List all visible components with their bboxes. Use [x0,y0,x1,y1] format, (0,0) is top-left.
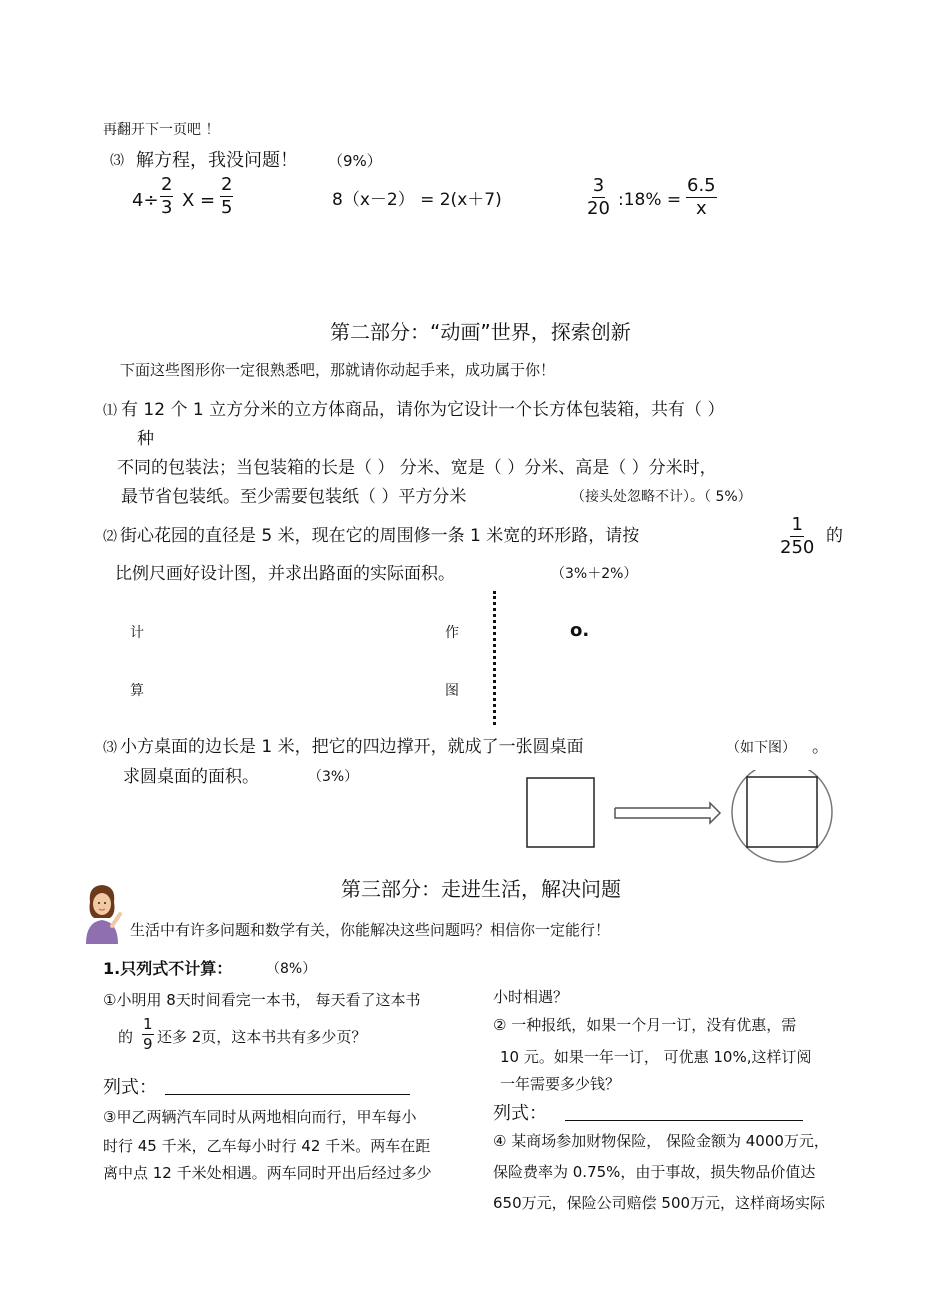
q2-score: （3%＋2%） [551,566,638,582]
fraction-numerator: 1 [143,1015,153,1033]
equation-3-rhs-fraction [686,177,717,218]
equation-1-rhs-fraction [220,176,233,217]
problem-1-fraction [142,1017,154,1052]
formula-label-right: 列式： [493,1103,547,1124]
q3-end: 。 [812,737,829,757]
question-number: ⑴ [103,403,117,419]
label-suan: 算 [130,683,144,699]
part2-intro: 下面这些图形你一定很熟悉吧，那就请你动起手来，成功属于你！ [120,361,556,379]
question-number: ⑵ [103,529,117,545]
q3-score: （3%） [308,769,359,785]
question-number: ⑶ [103,740,117,756]
label-ji: 计 [130,625,144,641]
q1-note: （接头处忽略不计）。（ 5%） [571,489,752,505]
solve-heading: 解方程，我没问题！ [136,150,298,171]
problem-3-line3: 离中点 12 千米处相遇。两车同时开出后经过多少 [103,1164,432,1182]
formula-label-left: 列式： [103,1077,157,1098]
equation-2: 8（x－2） = 2(x＋7) [332,190,502,210]
fraction-denominator: 9 [143,1035,153,1053]
fraction-denominator: 250 [780,537,815,558]
problem-1-de: 的 [118,1028,134,1046]
problem-3-line1: ③甲乙两辆汽车同时从两地相向而行，甲车每小 [103,1108,417,1126]
equation-1-prefix: 4÷ [132,190,159,211]
q3-ref: （如下图） [726,740,796,756]
q1-line1: 有 12 个 1 立方分米的立方体商品，请你为它设计一个长方体包装箱，共有（ ） [121,400,725,420]
label-tu: 图 [445,683,459,699]
fraction-numerator: 2 [161,174,173,195]
fraction-denominator: x [695,198,707,219]
answer-line-left[interactable] [165,1094,410,1095]
fraction-numerator: 2 [221,174,233,195]
problem-4-line2: 保险费率为 0.75%，由于事故，损失物品价值达 [493,1163,816,1181]
q1-line1b: 种 [137,429,154,449]
problem-2-line1: ② 一种报纸，如果一个月一订，没有优惠，需 [493,1016,797,1034]
problem-1-tail: 还多 2页，这本书共有多少页？ [157,1028,367,1046]
problem-3-line2: 时行 45 千米，乙车每小时行 42 千米。两车在距 [103,1137,431,1155]
equation-3-fraction [587,177,610,218]
answer-line-right[interactable] [565,1120,803,1121]
q1-line2: 不同的包装法；当包装箱的长是（ ） 分米、宽是（ ）分米、高是（ ）分米时， [117,458,717,478]
fraction-numerator: 6.5 [687,175,716,196]
fraction-numerator: 1 [791,514,803,535]
part3-title: 第三部分：走进生活，解决问题 [341,877,621,901]
part2-title: 第二部分：“动画”世界，探索创新 [330,320,631,344]
q2-line1: 街心花园的直径是 5 米，现在它的周围修一条 1 米宽的环形路，请按 [120,526,640,546]
problem-3-continuation: 小时相遇？ [493,988,569,1006]
square-table [527,778,594,847]
q1-heading-score: （8%） [266,961,317,977]
solve-score: （9%） [328,152,382,170]
fraction-numerator: 3 [592,175,605,196]
problem-2-line2: 10 元。如果一年一订， 可优惠 10%,这样订阅 [500,1048,812,1066]
q3-line2: 求圆桌面的面积。 [123,767,259,787]
equation-3-mid: :18% = [618,190,682,210]
question-number: ⑶ [110,153,124,169]
turn-page-note: 再翻开下一页吧 ！ [103,122,220,138]
teacher-avatar-icon [80,880,124,946]
q2-line2: 比例尺画好设计图，并求出路面的实际面积。 [115,564,455,584]
fraction-denominator: 20 [587,198,610,219]
label-zuo: 作 [445,625,459,641]
problem-4-line1: ④ 某商场参加财物保险， 保险金额为 4000万元， [493,1132,829,1150]
dotted-divider [493,591,496,725]
center-point-o: o. [570,620,590,641]
q3-line1: 小方桌面的边长是 1 米，把它的四边撑开，就成了一张圆桌面 [120,737,584,757]
q1-heading: 1.只列式不计算： [103,959,233,978]
fraction-denominator: 3 [161,197,173,218]
q2-tail: 的 [826,526,843,546]
scale-fraction [780,516,814,557]
fraction-denominator: 5 [221,197,233,218]
q1-line3: 最节省包装纸。至少需要包装纸（ ）平方分米 [121,487,467,507]
problem-4-line3: 650万元，保险公司赔偿 500万元，这样商场实际 [493,1194,826,1212]
part3-intro: 生活中有许多问题和数学有关，你能解决这些问题吗？相信你一定能行！ [130,921,611,939]
arrow-right-icon [615,803,720,823]
table-transform-diagram [520,770,840,865]
problem-2-line3: 一年需要多少钱？ [500,1075,621,1093]
problem-1-line1: ①小明用 8天时间看完一本书， 每天看了这本书 [103,991,421,1009]
inscribed-square [747,777,817,847]
equation-1-var: X = [182,190,216,211]
equation-1-fraction [160,176,173,217]
